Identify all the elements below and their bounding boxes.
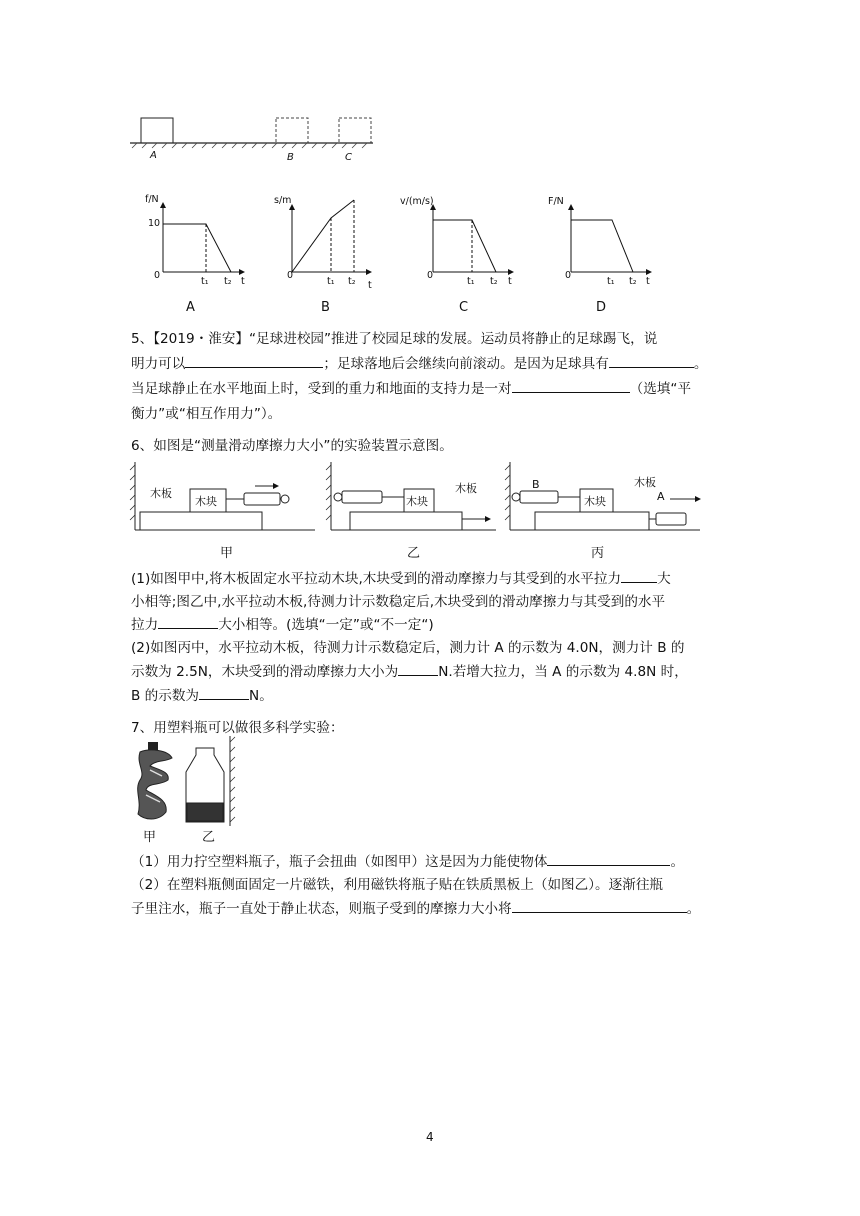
fig-bing-board-label: 木板 bbox=[634, 476, 656, 489]
graph-c-y-label: v/(m/s) bbox=[400, 196, 434, 207]
top-label-a: A bbox=[150, 150, 157, 161]
option-c-label: C bbox=[459, 300, 469, 315]
q5-line-1: 5、【2019・淮安】“足球进校园”推进了校园足球的发展。运动员将静止的足球踢飞，说 bbox=[131, 331, 658, 347]
graph-b-y-label: s/m bbox=[274, 195, 292, 206]
q6-para-4: (2)如图丙中，水平拉动木板，待测力计示数稳定后，测力计 A 的示数为 4.0N，测力计 B 的 bbox=[131, 640, 685, 656]
graph-d-origin: 0 bbox=[565, 270, 572, 281]
top-label-b: B bbox=[287, 152, 294, 163]
fig-bing-label-a: A bbox=[657, 490, 665, 503]
page-number: 4 bbox=[426, 1130, 434, 1144]
q7-fig-jia-caption: 甲 bbox=[143, 830, 157, 845]
fig-jia-block-label: 木块 bbox=[195, 495, 217, 508]
graph-a-t2: t₂ bbox=[224, 276, 232, 287]
graph-a-t: t bbox=[241, 276, 245, 287]
fig-bing-label-b: B bbox=[532, 478, 540, 491]
q7-blank-2[interactable] bbox=[512, 898, 687, 913]
twisted-bottle-figure bbox=[138, 742, 172, 819]
fig-bing-block-label: 木块 bbox=[584, 495, 606, 508]
q7-fig-yi-caption: 乙 bbox=[202, 830, 216, 845]
graph-d-t2: t₂ bbox=[629, 276, 637, 287]
graph-a-origin: 0 bbox=[154, 270, 161, 281]
option-a-label: A bbox=[186, 300, 195, 315]
graph-d-t1: t₁ bbox=[607, 276, 615, 287]
option-d-label: D bbox=[596, 300, 607, 315]
q7-para-1: （1）用力拧空塑料瓶子，瓶子会扭曲（如图甲）这是因为力能使物体 。 bbox=[131, 850, 751, 875]
graph-d-t: t bbox=[646, 276, 650, 287]
graph-b-t: t bbox=[368, 280, 372, 291]
graph-b-t1: t₁ bbox=[327, 276, 335, 287]
fig-jia-caption: 甲 bbox=[220, 546, 234, 561]
graph-a-y-label: f/N bbox=[145, 194, 159, 205]
q7-para-3: 子里注水，瓶子一直处于静止状态，则瓶子受到的摩擦力大小将 。 bbox=[131, 897, 751, 922]
q7-title: 7、用塑料瓶可以做很多科学实验： bbox=[131, 720, 344, 736]
q6-para-2: 小相等;图乙中,水平拉动木板,待测力计示数稳定后,木块受到的滑动摩擦力与其受到的水平 bbox=[131, 594, 666, 610]
bottle-on-board-figure bbox=[186, 736, 235, 826]
q6-para-6: B 的示数为 N。 bbox=[131, 684, 731, 709]
q5-line-2: 明力可以 ；足球落地后会继续向前滚动。是因为足球具有 。 bbox=[131, 352, 731, 377]
top-label-c: C bbox=[345, 152, 352, 163]
fig-jia-board-label: 木板 bbox=[150, 487, 172, 500]
option-b-label: B bbox=[321, 300, 330, 315]
graph-c-t: t bbox=[508, 276, 512, 287]
fig-yi-block-label: 木块 bbox=[406, 495, 428, 508]
graph-b-t2: t₂ bbox=[348, 276, 356, 287]
graph-d-y-label: F/N bbox=[548, 196, 564, 207]
fig-bing-caption: 丙 bbox=[591, 546, 605, 561]
graph-a-y-value: 10 bbox=[148, 218, 161, 229]
q6-para-3: 拉力 大小相等。(选填“一定”或“不一定“) bbox=[131, 613, 731, 638]
graph-c-origin: 0 bbox=[427, 270, 434, 281]
q7-para-2: （2）在塑料瓶侧面固定一片磁铁，利用磁铁将瓶子贴在铁质黑板上（如图乙）。逐渐往瓶 bbox=[131, 877, 664, 893]
graph-c-t2: t₂ bbox=[490, 276, 498, 287]
fig-yi-caption: 乙 bbox=[407, 546, 421, 561]
q6-para-1: (1)如图甲中,将木板固定水平拉动木块,木块受到的滑动摩擦力与其受到的水平拉力 大 bbox=[131, 567, 731, 592]
q5-line-4: 衡力”或“相互作用力”）。 bbox=[131, 406, 282, 422]
q5-line-3: 当足球静止在水平地面上时，受到的重力和地面的支持力是一对 （选填“平 bbox=[131, 377, 731, 402]
q7-blank-1[interactable] bbox=[547, 851, 670, 866]
graph-c-t1: t₁ bbox=[467, 276, 475, 287]
graph-a-t1: t₁ bbox=[201, 276, 209, 287]
q6-para-5: 示数为 2.5N，木块受到的滑动摩擦力大小为 N.若增大拉力，当 A 的示数为 4.8N 时， bbox=[131, 660, 731, 685]
q6-title: 6、如图是“测量滑动摩擦力大小”的实验装置示意图。 bbox=[131, 438, 453, 454]
fig-yi-board-label: 木板 bbox=[455, 482, 477, 495]
graph-b-origin: 0 bbox=[287, 270, 294, 281]
